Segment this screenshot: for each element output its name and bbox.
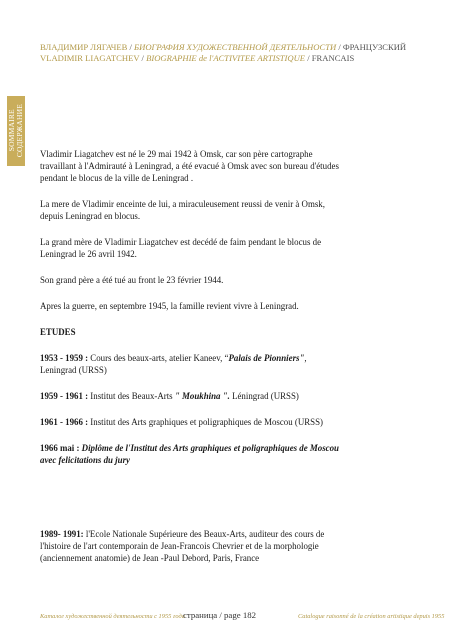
entry-text: l'Ecole Nationale Supérieure des Beaux-Arts, auditeur des cours de l'histoire de l'art contemporain de Jean-Francois Chevrier et de la morphologie (anciennement anatomie) de Jean -Paul Debord, Paris, France <box>40 529 325 563</box>
paragraph-return: Apres la guerre, en septembre 1945, la famille revient vivre à Leningrad. <box>40 301 299 311</box>
paragraph-mother: La mere de Vladimir enceinte de lui, a miraculeusement reussi de venir à Omsk, depuis Leningrad en blocus. <box>40 199 325 221</box>
paragraph-grandfather: Son grand père a été tué au front le 23 février 1944. <box>40 275 224 285</box>
header-language-fr: FRANCAIS <box>311 53 355 63</box>
entry-years: 1959 - 1961 : <box>40 391 89 401</box>
entry-text: Institut des Beaux-Arts <box>88 391 175 401</box>
section-heading-etudes: ETUDES <box>40 327 76 337</box>
entry-emphasis: " Moukhina ". <box>174 391 230 401</box>
entry-text: Cours des beaux-arts, atelier Kaneev, “ <box>88 353 229 363</box>
header-separator: / <box>141 53 144 63</box>
tab-label-fr: SOMMAIRE <box>7 109 16 153</box>
etudes-entry <box>40 528 340 564</box>
header-separator: / <box>129 42 132 52</box>
footer-catalogue-fr: Catalogue raisonné de la création artistique depuis 1955 <box>298 613 445 620</box>
sommaire-tab-label <box>8 104 24 157</box>
etudes-entry <box>40 442 340 466</box>
footer-catalogue-ru: Каталог художественной деятельности с 1955 года <box>40 613 185 620</box>
entry-text: Institut des Arts graphiques et poligraphiques de Moscou (URSS) <box>88 417 323 427</box>
entry-years: 1961 - 1966 : <box>40 417 89 427</box>
biography-body <box>40 148 340 578</box>
etudes-entry <box>40 416 340 428</box>
header-language-ru: ФРАНЦУЗСКИЙ <box>342 42 407 52</box>
header-author-fr: VLADIMIR LIAGATCHEV <box>40 53 140 63</box>
footer-page-number: страница / page 182 <box>183 610 257 620</box>
entry-years: 1953 - 1959 : <box>40 353 89 363</box>
sommaire-tab[interactable] <box>7 96 25 166</box>
header-title-ru: БИОГРАФИЯ ХУДОЖЕСТВЕННОЙ ДЕЯТЕЛЬНОСТИ <box>134 42 337 52</box>
header-line-french <box>40 53 406 64</box>
entry-emphasis: Palais de Pionniers" <box>228 353 305 363</box>
header-author-ru: ВЛАДИМИР ЛЯГАЧЕВ <box>40 42 128 52</box>
header-line-russian <box>40 42 406 53</box>
page-header <box>40 42 406 64</box>
entry-text: , Leningrad (URSS) <box>40 353 307 375</box>
entry-text: Léningrad (URSS) <box>229 391 299 401</box>
etudes-entry <box>40 390 340 402</box>
entry-years: 1966 mai : <box>40 443 80 453</box>
paragraph-grandmother: La grand mère de Vladimir Liagatchev est decédé de faim pendant le blocus de Leningrad le 26 avril 1942. <box>40 237 322 259</box>
header-separator: / <box>307 53 310 63</box>
entry-years: 1989- 1991: <box>40 529 84 539</box>
header-separator: / <box>338 42 341 52</box>
tab-label-ru: СОДЕРЖАНИЕ <box>15 104 24 158</box>
header-title-fr: BIOGRAPHIE de l'ACTIVITEE ARTISTIQUE <box>146 53 306 63</box>
etudes-entry <box>40 352 340 376</box>
entry-emphasis: Diplôme de l'Institut des Arts graphiques et poligraphiques de Moscou avec felicitations du jury <box>40 443 339 465</box>
paragraph-birth: Vladimir Liagatchev est né le 29 mai 1942 à Omsk, car son père cartographe travaillant à l'Admirauté à Leningrad, a été evacué à Omsk avec son bureau d'études pendant le blocus de la ville de Leningrad . <box>40 149 339 183</box>
